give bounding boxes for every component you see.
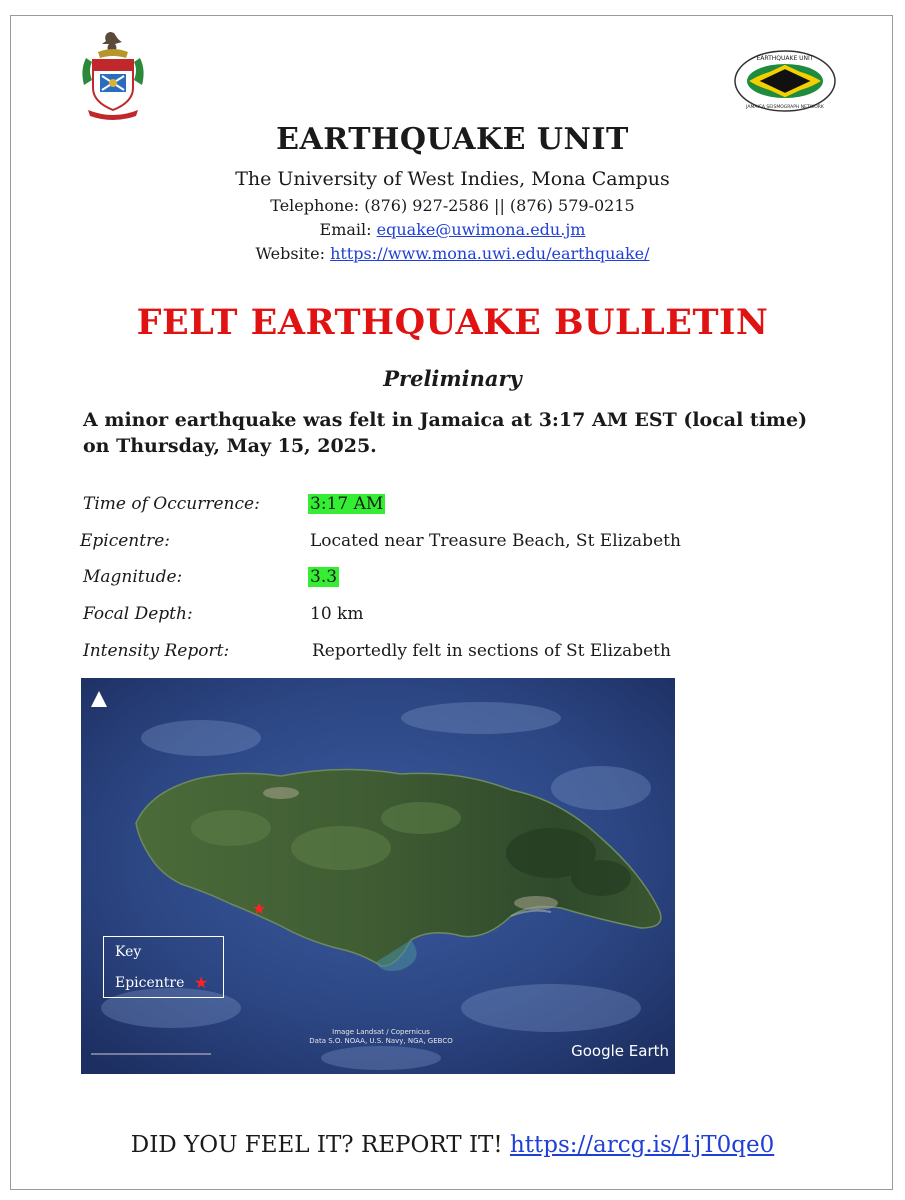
intensity-value: Reportedly felt in sections of St Elizabeth <box>312 641 671 661</box>
website-line <box>0 244 905 263</box>
bulletin-lead: A minor earthquake was felt in Jamaica at 3:17 AM EST (local time) on Thursday, May 15, 2025. <box>83 409 808 457</box>
detail-row-time <box>0 494 905 518</box>
unit-title: EARTHQUAKE UNIT <box>276 122 629 157</box>
intensity-label: Intensity Report: <box>83 641 230 661</box>
report-footer <box>0 1132 905 1158</box>
map-key <box>103 936 224 998</box>
epicentre-label: Epicentre: <box>80 531 171 551</box>
key-star-icon: ★ <box>194 973 209 992</box>
key-item-epicentre: Epicentre <box>115 975 185 991</box>
google-earth-logo: Google Earth <box>571 1042 669 1060</box>
uwi-crest-logo <box>78 30 148 122</box>
website-link[interactable]: https://www.mona.uwi.edu/earthquake/ <box>330 244 650 263</box>
earthquake-unit-logo <box>733 49 837 113</box>
epicentre-value: Located near Treasure Beach, St Elizabeth <box>310 531 681 551</box>
detail-row-magnitude <box>0 567 905 591</box>
detail-row-epicentre <box>0 531 905 555</box>
report-prompt: DID YOU FEEL IT? REPORT IT! <box>130 1132 510 1158</box>
email-line <box>0 220 905 239</box>
telephone-line: Telephone: (876) 927-2586 || (876) 579-0215 <box>270 196 635 215</box>
email-link[interactable]: equake@uwimona.edu.jm <box>376 220 586 239</box>
depth-value: 10 km <box>310 604 364 624</box>
map-image <box>81 678 675 1074</box>
report-link[interactable]: https://arcg.is/1jT0qe0 <box>509 1132 775 1158</box>
email-label: Email: <box>319 220 377 239</box>
bulletin-status: Preliminary <box>383 366 522 391</box>
north-arrow-icon <box>90 690 108 708</box>
key-title: Key <box>115 944 142 960</box>
logo-text-top: EARTHQUAKE UNIT <box>756 55 814 62</box>
logo-text-bottom: JAMAICA SEISMOGRAPH NETWORK <box>746 105 824 110</box>
credit-line-2: Data S.O. NOAA, U.S. Navy, NGA, GEBCO <box>309 1037 453 1045</box>
bulletin-title: FELT EARTHQUAKE BULLETIN <box>136 302 769 343</box>
magnitude-label: Magnitude: <box>83 567 183 587</box>
map-credit <box>281 1028 481 1046</box>
epicentre-map <box>81 678 675 1074</box>
depth-label: Focal Depth: <box>83 604 193 624</box>
detail-row-depth <box>0 604 905 628</box>
credit-line-1: Image Landsat / Copernicus <box>332 1028 430 1036</box>
magnitude-value: 3.3 <box>310 567 338 587</box>
detail-row-intensity <box>0 641 905 665</box>
campus-name: The University of West Indies, Mona Campus <box>235 168 670 190</box>
epicentre-marker-icon: ★ <box>252 899 267 918</box>
time-label: Time of Occurrence: <box>83 494 260 514</box>
time-value: 3:17 AM <box>310 494 384 514</box>
website-label: Website: <box>255 244 331 263</box>
